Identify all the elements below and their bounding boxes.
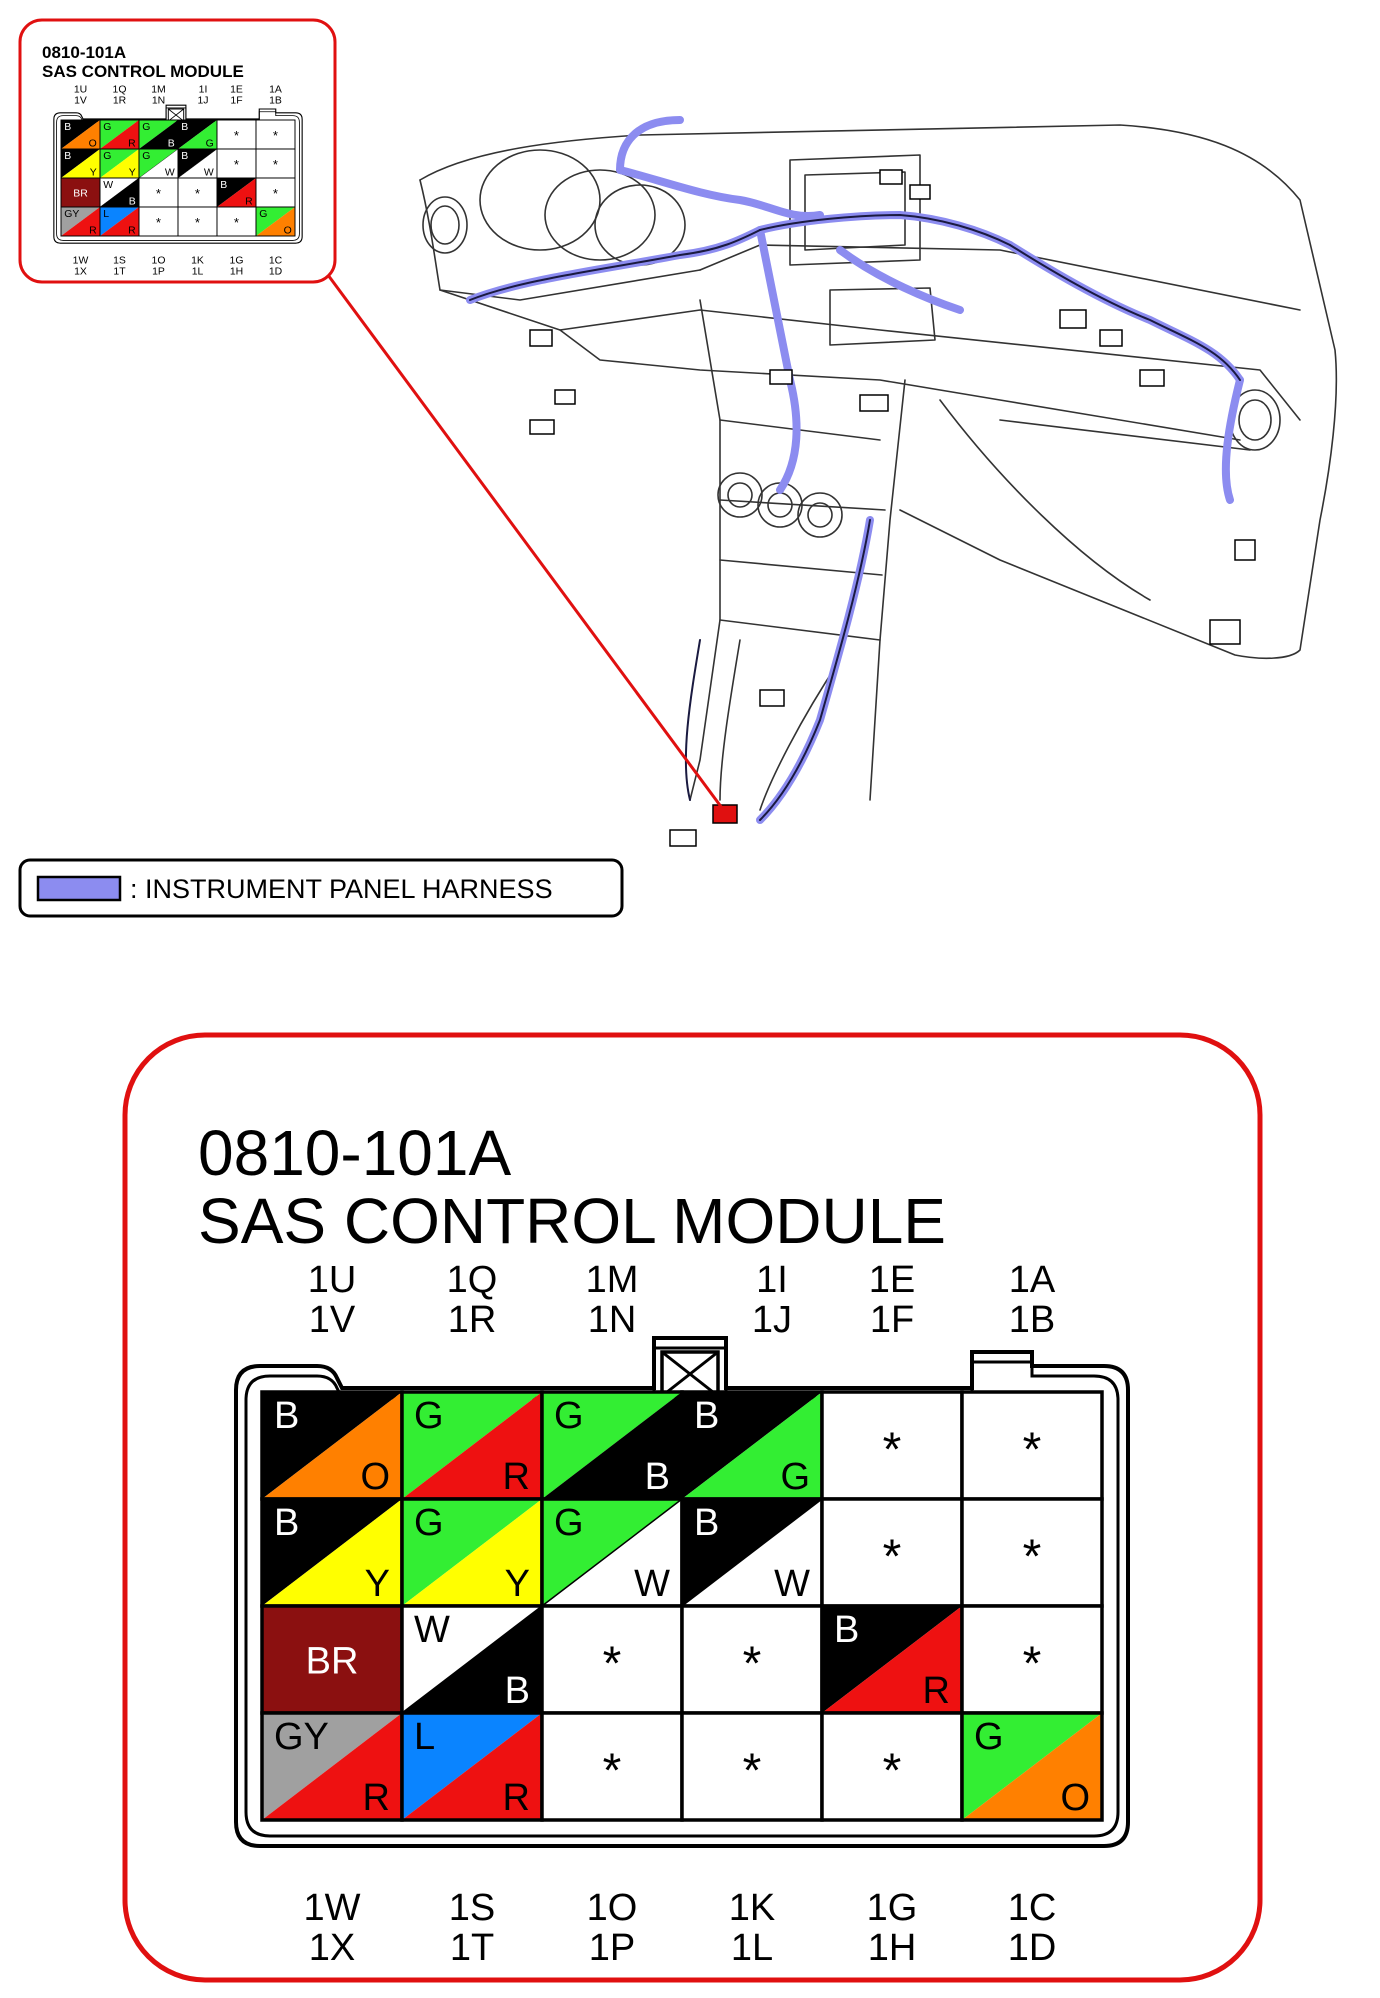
mini-pin-color-code-a: GY: [64, 208, 80, 220]
top-pin-label-lower: 1R: [447, 1299, 497, 1341]
bottom-pin-label-lower: 1T: [449, 1927, 495, 1969]
mini-pin-cell: [61, 207, 100, 236]
mini-bottom-pin-label-lower: 1H: [229, 266, 244, 278]
bottom-pin-label-upper: 1O: [586, 1887, 638, 1929]
pin-unused-mark: *: [602, 1744, 622, 1798]
mini-pin-color-code-b: Y: [128, 167, 136, 179]
top-pin-label-lower: 1F: [869, 1299, 915, 1341]
mini-bottom-pin-label-lower: 1T: [113, 266, 126, 278]
mini-pin-cell: [217, 149, 256, 178]
mini-bottom-pin-label-upper: 1G: [229, 255, 244, 267]
mini-pin-cell: [139, 207, 178, 236]
harness-connectors: [530, 170, 1255, 846]
mini-pin-color-code-b: R: [89, 225, 97, 237]
pin-color-code-a: L: [414, 1716, 436, 1758]
mini-pin-unused-mark: *: [155, 215, 162, 230]
mini-top-pin-label-upper: 1Q: [112, 84, 127, 96]
mini-pin-cell: [100, 178, 139, 207]
pin-cell: [962, 1499, 1102, 1606]
mini-pin-unused-mark: *: [194, 186, 201, 201]
pin-unused-mark: *: [602, 1637, 622, 1691]
pin-cell: [962, 1713, 1102, 1820]
top-pin-label-upper: 1A: [1008, 1259, 1056, 1301]
pin-cell: [542, 1713, 682, 1820]
sas-connector-location: [713, 805, 737, 823]
mini-pin-color-code-a: G: [142, 150, 151, 162]
top-pin-label-upper: 1E: [868, 1259, 916, 1301]
pin-cell: [682, 1713, 822, 1820]
mini-pin-color-code: BR: [73, 188, 88, 200]
pin-color-code-b: R: [362, 1777, 390, 1819]
mini-pin-unused-mark: *: [233, 157, 240, 172]
mini-pin-unused-mark: *: [155, 186, 162, 201]
pin-color-code-b: O: [360, 1456, 390, 1498]
mini-pin-cell: [217, 178, 256, 207]
mini-pin-color-code-b: W: [164, 167, 175, 179]
mini-connector-code: 0810-101A: [42, 43, 127, 62]
pin-color-code-a: W: [414, 1609, 450, 1651]
mini-pin-cell: [100, 120, 139, 149]
pin-color-code-b: W: [774, 1563, 810, 1605]
mini-pin-color-code-b: R: [128, 138, 136, 150]
pin-unused-mark: *: [1022, 1423, 1042, 1477]
mini-pin-cell: [139, 178, 178, 207]
mini-top-pin-label-lower: 1V: [74, 95, 87, 107]
pin-cell: [262, 1713, 402, 1820]
pin-cell: [822, 1606, 962, 1713]
mini-top-pin-label-lower: 1R: [112, 95, 127, 107]
mini-pin-color-code-a: B: [181, 150, 189, 162]
mini-pin-cell: [256, 178, 295, 207]
mini-bottom-pin-label-upper: 1W: [72, 255, 89, 267]
mini-pin-cell: [61, 178, 100, 207]
mini-pin-color-code-b: Y: [89, 167, 97, 179]
mini-bottom-pin-label-lower: 1D: [268, 266, 283, 278]
mini-top-pin-label-upper: 1I: [198, 84, 208, 96]
mini-bottom-pin-label-lower: 1X: [74, 266, 87, 278]
pin-color-code-a: B: [834, 1609, 860, 1651]
connector-name: SAS CONTROL MODULE: [198, 1185, 946, 1257]
pin-color-code-b: Y: [504, 1563, 530, 1605]
pin-cell: [402, 1713, 542, 1820]
mini-pin-cell: [139, 120, 178, 149]
pin-cell: [542, 1499, 682, 1606]
mini-pin-grid: [61, 120, 295, 236]
mini-pin-color-code-a: G: [259, 208, 268, 220]
mini-pin-color-code-b: W: [203, 167, 214, 179]
pin-cell: [262, 1392, 402, 1499]
pin-cell: [822, 1499, 962, 1606]
mini-pin-unused-mark: *: [194, 215, 201, 230]
mini-pin-cell: [139, 149, 178, 178]
top-pin-label-lower: 1B: [1008, 1299, 1056, 1341]
pin-color-code-a: B: [274, 1395, 300, 1437]
dashboard-illustration: [420, 125, 1336, 810]
mini-pin-cell: [256, 120, 295, 149]
pin-color-code: BR: [305, 1640, 359, 1683]
bottom-pin-label-lower: 1D: [1007, 1927, 1057, 1969]
mini-connector-name: SAS CONTROL MODULE: [42, 62, 244, 81]
mini-bottom-pin-label-upper: 1K: [191, 255, 204, 267]
mini-pin-cell: [61, 120, 100, 149]
pin-color-code-a: GY: [274, 1716, 329, 1758]
connector-detail-callout: [125, 1035, 1260, 1980]
mini-pin-color-code-a: G: [103, 150, 112, 162]
mini-pin-color-code-b: O: [283, 225, 292, 237]
mini-pin-color-code-b: O: [88, 138, 97, 150]
mini-pin-cell: [178, 178, 217, 207]
mini-pin-cell: [256, 149, 295, 178]
legend-label: : INSTRUMENT PANEL HARNESS: [130, 874, 553, 904]
mini-pin-color-code-b: R: [245, 196, 253, 208]
pin-color-code-b: G: [780, 1456, 810, 1498]
mini-pin-cell: [100, 149, 139, 178]
bottom-pin-label-upper: 1W: [303, 1887, 361, 1929]
mini-pin-color-code-a: G: [142, 121, 151, 133]
mini-bottom-pin-label-upper: 1S: [113, 255, 126, 267]
pin-color-code-b: Y: [364, 1563, 390, 1605]
pin-cell: [542, 1606, 682, 1713]
pin-cell: [262, 1499, 402, 1606]
instrument-panel-harness-wires: [470, 120, 1240, 820]
pin-color-code-a: B: [274, 1502, 300, 1544]
pin-color-code-b: W: [634, 1563, 670, 1605]
bottom-pin-label-upper: 1C: [1007, 1887, 1057, 1929]
pin-color-code-a: B: [694, 1502, 720, 1544]
mini-pin-color-code-b: R: [128, 225, 136, 237]
pin-unused-mark: *: [1022, 1530, 1042, 1584]
bottom-pin-label-lower: 1X: [308, 1927, 356, 1969]
pin-cell: [402, 1499, 542, 1606]
mini-pin-cell: [178, 120, 217, 149]
mini-pin-cell: [256, 207, 295, 236]
mini-pin-cell: [178, 207, 217, 236]
pin-color-code-a: G: [554, 1395, 584, 1437]
mini-pin-unused-mark: *: [272, 128, 279, 143]
mini-pin-color-code-b: B: [128, 196, 136, 208]
mini-top-pin-label-upper: 1E: [230, 84, 243, 96]
mini-pin-unused-mark: *: [272, 157, 279, 172]
mini-pin-cell: [100, 207, 139, 236]
pin-color-code-a: B: [694, 1395, 720, 1437]
mini-pin-color-code-a: B: [181, 121, 189, 133]
pin-color-code-b: R: [922, 1670, 950, 1712]
pin-cell: [822, 1713, 962, 1820]
pin-unused-mark: *: [882, 1744, 902, 1798]
mini-pin-color-code-b: B: [167, 138, 175, 150]
mini-bottom-pin-label-lower: 1P: [152, 266, 165, 278]
mini-pin-color-code-b: G: [205, 138, 214, 150]
mini-top-pin-label-lower: 1N: [151, 95, 166, 107]
top-pin-label-lower: 1V: [308, 1299, 356, 1341]
pin-cell: [402, 1392, 542, 1499]
pin-grid: [262, 1392, 1102, 1820]
pin-cell: [682, 1499, 822, 1606]
mini-pin-unused-mark: *: [272, 186, 279, 201]
bottom-pin-label-upper: 1G: [866, 1887, 918, 1929]
pin-color-code-a: G: [414, 1502, 444, 1544]
bottom-pin-label-upper: 1K: [728, 1887, 776, 1929]
mini-pin-cell: [61, 149, 100, 178]
pin-cell: [402, 1606, 542, 1713]
connector-code: 0810-101A: [198, 1117, 512, 1189]
pin-unused-mark: *: [1022, 1637, 1042, 1691]
pin-color-code-b: R: [502, 1777, 530, 1819]
mini-top-pin-label-upper: 1A: [269, 84, 282, 96]
top-pin-label-upper: 1Q: [446, 1259, 498, 1301]
mini-pin-color-code-a: G: [103, 121, 112, 133]
mini-pin-cell: [178, 149, 217, 178]
bottom-pin-label-lower: 1H: [867, 1927, 917, 1969]
pin-cell: [542, 1392, 682, 1499]
callout-leader-line: [328, 275, 722, 808]
mini-pin-unused-mark: *: [233, 215, 240, 230]
pin-unused-mark: *: [742, 1744, 762, 1798]
top-pin-label-lower: 1J: [751, 1299, 793, 1341]
pin-cell: [262, 1606, 402, 1713]
mini-pin-color-code-a: B: [220, 179, 228, 191]
pin-color-code-b: O: [1060, 1777, 1090, 1819]
mini-bottom-pin-label-upper: 1C: [268, 255, 283, 267]
mini-pin-unused-mark: *: [233, 128, 240, 143]
pin-color-code-b: B: [644, 1456, 670, 1498]
mini-pin-color-code-a: B: [64, 121, 72, 133]
mini-top-pin-label-lower: 1F: [230, 95, 243, 107]
mini-pin-cell: [217, 120, 256, 149]
top-pin-label-upper: 1M: [585, 1259, 639, 1301]
pin-unused-mark: *: [882, 1530, 902, 1584]
mini-pin-color-code-a: W: [103, 179, 114, 191]
pin-color-code-a: G: [414, 1395, 444, 1437]
pin-cell: [682, 1392, 822, 1499]
top-pin-label-lower: 1N: [587, 1299, 637, 1341]
mini-pin-cell: [217, 207, 256, 236]
bottom-pin-label-lower: 1L: [730, 1927, 774, 1969]
harness-legend: [20, 860, 622, 916]
pin-cell: [962, 1392, 1102, 1499]
bottom-pin-label-upper: 1S: [448, 1887, 496, 1929]
pin-color-code-b: B: [504, 1670, 530, 1712]
mini-bottom-pin-label-lower: 1L: [191, 266, 204, 278]
mini-top-pin-label-upper: 1M: [151, 84, 166, 96]
pin-cell: [822, 1392, 962, 1499]
pin-color-code-b: R: [502, 1456, 530, 1498]
top-pin-label-upper: 1U: [307, 1259, 357, 1301]
mini-top-pin-label-upper: 1U: [73, 84, 88, 96]
bottom-pin-label-lower: 1P: [588, 1927, 636, 1969]
pin-color-code-a: G: [554, 1502, 584, 1544]
mini-top-pin-label-lower: 1B: [269, 95, 282, 107]
pin-cell: [682, 1606, 822, 1713]
pin-cell: [962, 1606, 1102, 1713]
top-pin-label-upper: 1I: [756, 1259, 788, 1301]
pin-color-code-a: G: [974, 1716, 1004, 1758]
pin-unused-mark: *: [882, 1423, 902, 1477]
mini-pin-color-code-a: B: [64, 150, 72, 162]
mini-top-pin-label-lower: 1J: [197, 95, 209, 107]
pin-unused-mark: *: [742, 1637, 762, 1691]
mini-pin-color-code-a: L: [103, 208, 110, 220]
mini-connector-callout: [20, 20, 335, 282]
mini-bottom-pin-label-upper: 1O: [151, 255, 166, 267]
legend-swatch: [38, 877, 120, 900]
